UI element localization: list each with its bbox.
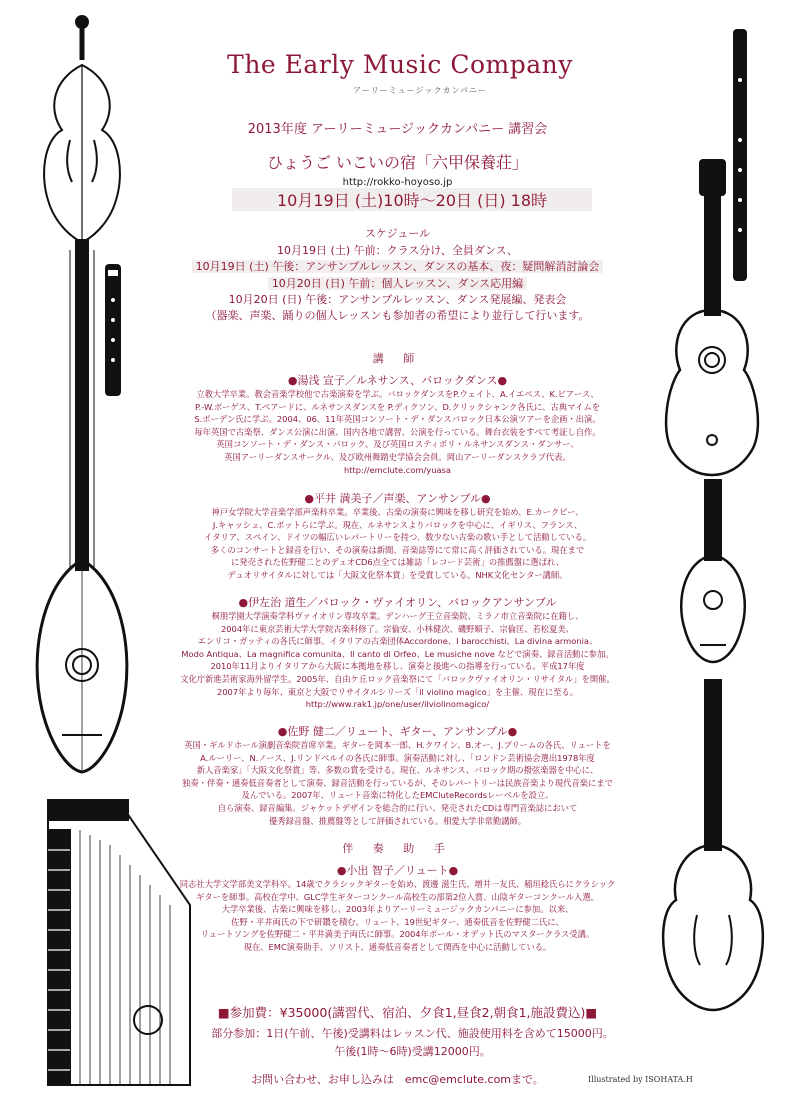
bio-line: 2004年に東京芸術大学大学院古楽科修了。宗倫安、小林健次、磯野順子、宗倫匡、若松夏美、 bbox=[221, 623, 574, 634]
schedule-item: （器楽、声楽、踊りの個人レッスンも参加者の希望により並行して行います。 bbox=[205, 309, 590, 323]
bio-line: ギターを師事。高校在学中、GLC学生ギターコンクール高校生の部第2位入賞、山陰ギターコンクール入選。 bbox=[196, 891, 599, 902]
page-title: The Early Music Company bbox=[227, 50, 573, 79]
bio-line: A.ルーリー、N.ノース、J.リンドベルイの各氏に師事。演奏活動に対し、「ロンドン芸術協会選出1978年度 bbox=[200, 752, 595, 763]
bio-line: 文化庁新進芸術家海外留学生。2005年、自由ケ丘ロック音楽祭にて「バロックヴァイオリン・リサイタル」を開催。 bbox=[180, 673, 615, 684]
bio-line: 立教大学卒業。教会音楽学校他で古楽演奏を学ぶ。バロックダンスをP.ウェイト、A.イエベス、K.ピアース、 bbox=[196, 389, 599, 399]
bio-line: 佐野・平井両氏の下で研鑽を積む。リュート、19世紀ギター、通奏低音を佐野健二氏に、 bbox=[231, 916, 564, 927]
assistant-bio bbox=[175, 878, 620, 954]
schedule-heading: スケジュール bbox=[364, 227, 431, 240]
bio-line: イタリア、スペイン、ドイツの幅広いレパートリーを持つ、数少ない古楽の歌い手として活動している。 bbox=[203, 532, 592, 543]
schedule-item: 10月19日 (土) 午後：アンサンブルレッスン、ダンスの基本、夜：疑問解消討論会 bbox=[175, 259, 620, 275]
bio-line: S.ボーデン氏に学ぶ。2004、06、11年英国コンソート・デ・ダンスバロック日本公演ツアーを企画・出演。 bbox=[194, 414, 601, 425]
schedule-item: 10月20日 (日) 午後：アンサンブルレッスン、ダンス発展編、発表会 bbox=[228, 292, 567, 306]
bio-line: 新人音楽家」「大阪文化祭賞」等、多数の賞を受ける。現在、ルネサンス、バロック期の撥弦楽器を中心に、 bbox=[196, 765, 599, 776]
schedule-list bbox=[175, 243, 620, 324]
bio-line: 2010年11月よりイタリアから大阪に本拠地を移し、演奏と後進への指導を行っている。平成17年度 bbox=[210, 661, 585, 672]
bio-line: 2007年より毎年、東京と大阪でリサイタルシリーズ「il violino magico」を主催、現在に至る。 bbox=[216, 686, 579, 697]
bio-line: 英国アーリーダンスサークル、及び欧州舞踏史学協会会員。岡山アーリーダンスクラブ代表。 bbox=[224, 451, 571, 462]
teacher-url[interactable]: http://www.rak1.jp/one/user/ilviolinomagico/ bbox=[305, 699, 490, 710]
bio-line: 及んでいる。2007年、リュート音楽に特化したEMCluteRecordsレーベルを設立、 bbox=[241, 790, 554, 801]
bio-line: 英国コンソート・デ・ダンス・バロック、及び英国ロスティボリ・ルネサンスダンス・ダンサー、 bbox=[216, 439, 579, 450]
bio-line: Modo Antiqua、La magnifica comunita、Il canto di Orfeo、Le musiche nove などで演奏、録音活動に参加。 bbox=[181, 648, 614, 659]
teacher-block bbox=[175, 372, 620, 476]
teacher-bio bbox=[175, 388, 620, 476]
bio-line: に発売された佐野健二とのデュオCD6点全ては雑誌「レコード芸術」の推薦盤に選ばれ、 bbox=[231, 557, 564, 568]
teacher-block bbox=[175, 723, 620, 827]
teacher-name: ●佐野 健二／リュート、ギター、アンサンブル● bbox=[277, 725, 518, 738]
fee-partial bbox=[190, 1025, 635, 1061]
contact-info[interactable]: お問い合わせ、お申し込みは emc@emclute.comまで。 bbox=[251, 1073, 544, 1086]
title-kana: アーリーミュージックカンパニー bbox=[353, 86, 487, 95]
teacher-name: ●平井 満美子／声楽、アンサンブル● bbox=[304, 492, 491, 505]
bio-line: 独奏・伴奏・通奏低音奏者として演奏、録音活動を行っているが、そのレパートリーは民族音楽より現代音楽にまで bbox=[182, 777, 613, 788]
teacher-name: ●伊左治 道生／バロック・ヴァイオリン、バロックアンサンブル bbox=[238, 596, 557, 609]
fee-partial-line: 午後(1時〜6時)受講12000円。 bbox=[334, 1045, 491, 1058]
teacher-name: ●湯浅 宣子／ルネサンス、バロックダンス● bbox=[287, 374, 508, 387]
event-name: 2013年度 アーリーミュージックカンパニー 講習会 bbox=[247, 122, 548, 137]
bio-line: J.キャッシュ、C.ボットらに学ぶ。現在、ルネサンスよりバロックを中心に、イギリス、フランス、 bbox=[212, 519, 583, 530]
teacher-block bbox=[175, 594, 620, 711]
bio-line: デュオリサイタルに対しては「大阪文化祭本賞」を受賞している。NHK文化センター講師。 bbox=[227, 569, 568, 580]
teacher-url[interactable]: http://emclute.com/yuasa bbox=[344, 464, 451, 475]
fee-main: ■参加費：¥35000(講習代、宿泊、夕食1,昼食2,朝食1,施設費込)■ bbox=[217, 1005, 598, 1020]
assistant-name: ●小出 智子／リュート● bbox=[336, 864, 459, 877]
teacher-bio bbox=[175, 739, 620, 827]
bio-line: 毎年英国で古楽祭、ダンス公演に出演、国内各地で講習、公演を行っている。舞台衣装をすべて考証し自作。 bbox=[194, 426, 601, 437]
bio-line: 優秀録音盤、推薦盤等として評価されている。相愛大学非常勤講師。 bbox=[268, 815, 527, 826]
bio-line: 英国・ギルドホール演劇音楽院首席卒業。ギターを岡本一郎、H.クワイン、B.オー、J.ブリームの各氏、リュートを bbox=[184, 740, 611, 750]
bio-line: エンリコ・ガッティの各氏に師事。イタリアの古楽団体Accordone、I barocchisti、La divina armonia、 bbox=[197, 636, 598, 647]
schedule-item: 10月20日 (日) 午前：個人レッスン、ダンス応用編 bbox=[175, 276, 620, 292]
teacher-bio bbox=[175, 610, 620, 711]
illustrator-credit: Illustrated by ISOHATA.H bbox=[588, 1075, 693, 1084]
bio-line: 現在、EMC演奏助手、ソリスト、通奏低音奏者として関西を中心に活動している。 bbox=[243, 941, 552, 952]
bio-line: 大学卒業後、古楽に興味を移し、2003年よりアーリーミュージックカンパニーに参加。以来、 bbox=[221, 904, 574, 915]
fee-partial-line: 部分参加：1日(午前、午後)受講料はレッスン代、施設使用料を含めて15000円。 bbox=[211, 1027, 614, 1040]
assistant-heading: 伴 奏 助 手 bbox=[342, 842, 453, 855]
venue-url[interactable]: http://rokko-hoyoso.jp bbox=[342, 177, 453, 188]
bio-line: 桐朋学園大学演奏学科ヴァイオリン専攻卒業。デンハーグ王立音楽院、ミラノ市立音楽院に在籍し、 bbox=[211, 611, 584, 621]
event-dates: 10月19日 (土)10時〜20日 (日) 18時 bbox=[232, 188, 592, 211]
schedule-item: 10月19日 (土) 午前：クラス分け、全員ダンス、 bbox=[277, 244, 518, 257]
bio-line: 神戸女学院大学音楽学部声楽科卒業。卒業後、古楽の演奏に興味を移し研究を始め、E.カークビー、 bbox=[211, 507, 584, 517]
bio-line: 多くのコンサートと録音を行い、その演奏は新聞、音楽誌等にて常に高く評価されている。現在まで bbox=[210, 544, 585, 555]
teacher-bio bbox=[175, 506, 620, 582]
teacher-block bbox=[175, 490, 620, 582]
bio-line: P.-W.ボーゲス、T.ベアードに、ルネサンスダンスを P.ディクソン、D.クリックシャンク各氏に、古典マイムを bbox=[194, 401, 601, 412]
bio-line: リュートソングを佐野健二・平井満美子両氏に師事。2004年ポール・オデット氏のマスタークラス受講。 bbox=[200, 929, 595, 940]
assistant-block bbox=[175, 862, 620, 954]
bio-line: 同志社大学文学部美文学科卒。14歳でクラシックギターを始め、渡邊 滋生氏、増井一友氏、稲垣稔氏らにクラシック bbox=[179, 879, 616, 889]
teachers-heading: 講 師 bbox=[372, 352, 423, 365]
venue-name: ひょうご いこいの宿「六甲保養荘」 bbox=[266, 153, 529, 172]
bio-line: 自ら演奏、録音編集、ジャケットデザインを総合的に行い、発売されたCDは専門音楽誌において bbox=[217, 802, 578, 813]
